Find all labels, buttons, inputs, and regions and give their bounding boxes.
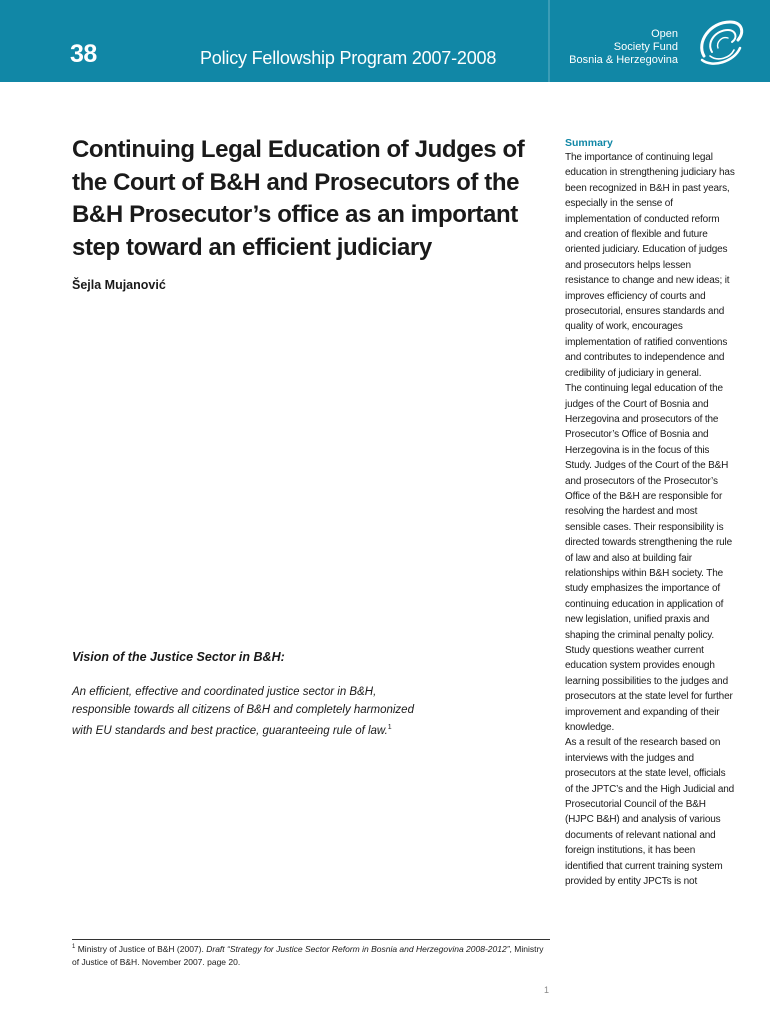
summary-heading: Summary [565,137,613,149]
footnote-source-title: Draft “Strategy for Justice Sector Reform in Bosnia and Herzegovina 2008-2012” [206,943,510,954]
org-name [569,28,678,67]
org-name-line: Society Fund [613,41,678,53]
vision-heading: Vision of the Justice Sector in B&H: [72,650,285,664]
article-title: Continuing Legal Education of Judges of the Court of B&H and Prosecutors of the B&H Prosecutor’s office as an important step toward an efficient judiciary [72,136,525,261]
summary-sidebar [565,137,735,890]
page-footer-number: 1 [544,985,550,995]
footnote-ref[interactable]: 1 [387,724,392,731]
summary-paragraph: The continuing legal education of the judges of the Court of Bosnia and Herzegovina and prosecutors of the Prosecutor’s Office of Bosnia and Herzegovina is in the focus of this Study. Judges of the Court of the B&H and prosecutors of the Prosecutor’s Office of the B&H are responsible for resolving the hardest and most sensible cases. Their responsibility is directed towards strengthening the rule of law and also at building fair relationships within B&H society. The study emphasizes the importance of continuing education in application of new legislation, unified praxis and shaping the criminal penalty policy. Study questions weather current education system provides enough learning possibilities to the judges and prosecutors at the state level for further improvement and expanding of their knowledge. [565,383,733,734]
footnote-marker: 1 [72,944,76,950]
summary-body [565,150,735,890]
program-title: Policy Fellowship Program 2007-2008 [200,48,497,68]
footnote-text-end: , Ministry of Justice of B&H. November 2007. page 20. [72,943,544,967]
org-name-line: Bosnia & Herzegovina [569,54,678,66]
author-name: Šejla Mujanović [72,278,166,292]
footnote-text: Ministry of Justice of B&H (2007). [77,943,207,954]
page-header [0,0,770,82]
summary-paragraph: As a result of the research based on interviews with the judges and prosecutors at the state level, officials of the JPTC’s and the High Judicial and Prosecutorial Council of the B&H (HJPC B&H) and analysis of various documents of relevant national and foreign institutions, it has been identified that current training system provided by entity JPCTs is not [565,737,735,888]
page-number: 38 [70,40,97,68]
org-name-line: Open [651,28,678,40]
header-divider [548,0,550,82]
vision-quote-text: An efficient, effective and coordinated justice sector in B&H, responsible towards all citizens of B&H and completely harmonized with EU standards and best practice, guaranteeing rule of law. [72,686,414,737]
osf-swirl-logo-icon [690,12,750,72]
vision-quote [72,683,432,740]
footnote-rule [72,939,550,940]
summary-paragraph: The importance of continuing legal education in strengthening judiciary has been recognized in B&H in past years, especially in the sense of implementation of conducted reform and creation of flexible and future oriented judiciary. Education of judges and prosecutors helps lessen resistance to change and new ideas; it improves efficiency of courts and prosecutorial, ensures standards and quality of work, encourages implementation of ratified conventions and contributes to independence and credibility of judiciary in general. [565,152,735,379]
footnote [72,941,552,969]
